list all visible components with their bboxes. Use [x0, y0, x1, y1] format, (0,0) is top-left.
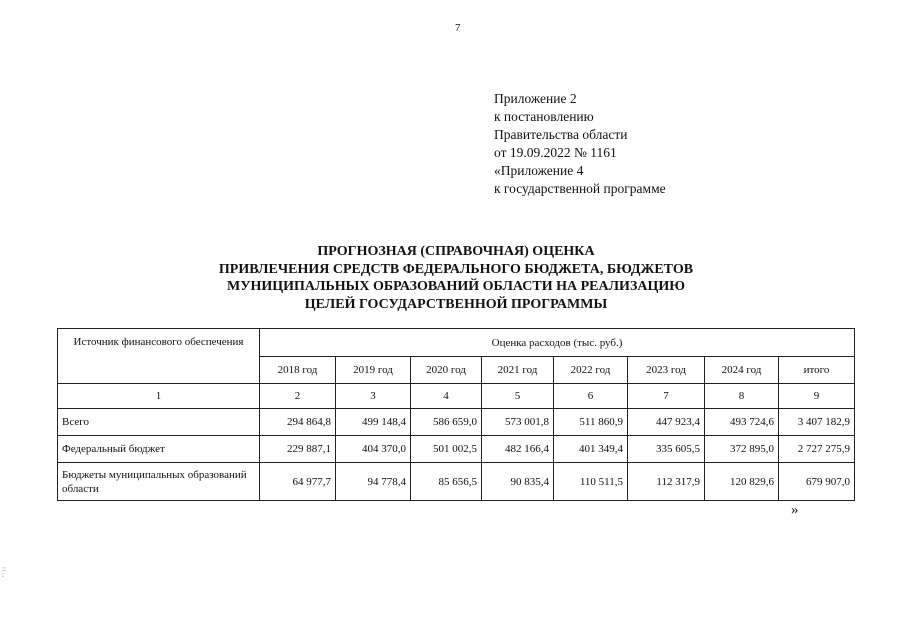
year-header: 2020 год: [411, 357, 482, 384]
column-number: 4: [411, 384, 482, 409]
title-line: ЦЕЛЕЙ ГОСУДАРСТВЕННОЙ ПРОГРАММЫ: [304, 296, 608, 312]
value-cell: 229 887,1: [260, 436, 336, 463]
column-number: 8: [705, 384, 779, 409]
value-cell: 85 656,5: [411, 463, 482, 501]
value-cell: 447 923,4: [628, 409, 705, 436]
appendix-line: Правительства области: [494, 127, 628, 142]
value-cell: 586 659,0: [411, 409, 482, 436]
column-number: 2: [260, 384, 336, 409]
value-cell: 401 349,4: [554, 436, 628, 463]
value-cell: 120 829,6: [705, 463, 779, 501]
value-cell: 372 895,0: [705, 436, 779, 463]
year-header: 2022 год: [554, 357, 628, 384]
column-number: 6: [554, 384, 628, 409]
value-cell: 501 002,5: [411, 436, 482, 463]
column-number-row: [58, 384, 855, 409]
year-header: 2024 год: [705, 357, 779, 384]
closing-quote: »: [791, 502, 799, 518]
value-cell: 335 605,5: [628, 436, 705, 463]
value-cell: 493 724,6: [705, 409, 779, 436]
appendix-line: к постановлению: [494, 109, 594, 124]
value-cell: 499 148,4: [336, 409, 411, 436]
value-cell: 573 001,8: [482, 409, 554, 436]
year-header: 2018 год: [260, 357, 336, 384]
expenses-group-header: Оценка расходов (тыс. руб.): [260, 329, 855, 357]
year-header: 2019 год: [336, 357, 411, 384]
appendix-block: [494, 90, 666, 198]
value-cell: 511 860,9: [554, 409, 628, 436]
total-header: итого: [779, 357, 855, 384]
year-header: 2021 год: [482, 357, 554, 384]
value-cell: 90 835,4: [482, 463, 554, 501]
appendix-line: от 19.09.2022 № 1161: [494, 145, 617, 160]
title-line: ПРОГНОЗНАЯ (СПРАВОЧНАЯ) ОЦЕНКА: [317, 244, 595, 259]
table-row-municipal: [58, 463, 855, 501]
value-cell: 112 317,9: [628, 463, 705, 501]
column-number: 1: [58, 384, 260, 409]
value-cell: 94 778,4: [336, 463, 411, 501]
source-cell: Федеральный бюджет: [58, 436, 260, 463]
column-number: 9: [779, 384, 855, 409]
source-header: Источник финансового обеспечения: [58, 329, 260, 384]
page-number: 7: [455, 22, 461, 34]
value-cell: 294 864,8: [260, 409, 336, 436]
value-cell: 482 166,4: [482, 436, 554, 463]
total-value-cell: 2 727 275,9: [779, 436, 855, 463]
appendix-line: «Приложение 4: [494, 163, 584, 178]
value-cell: 64 977,7: [260, 463, 336, 501]
document-title: [0, 243, 905, 313]
title-line: МУНИЦИПАЛЬНЫХ ОБРАЗОВАНИЙ ОБЛАСТИ НА РЕАЛИЗАЦИЮ: [226, 279, 685, 294]
year-header: 2023 год: [628, 357, 705, 384]
column-number: 7: [628, 384, 705, 409]
column-number: 5: [482, 384, 554, 409]
total-value-cell: 679 907,0: [779, 463, 855, 501]
total-value-cell: 3 407 182,9: [779, 409, 855, 436]
margin-scan-mark: :: :: [2, 565, 6, 579]
source-cell: Всего: [58, 409, 260, 436]
title-line: ПРИВЛЕЧЕНИЯ СРЕДСТВ ФЕДЕРАЛЬНОГО БЮДЖЕТА, БЮДЖЕТОВ: [218, 261, 694, 277]
table-row-total: [58, 409, 855, 436]
appendix-line: к государственной программе: [494, 181, 666, 196]
appendix-line: Приложение 2: [494, 91, 577, 106]
funding-table: [57, 328, 855, 501]
table-header-row: [58, 329, 855, 357]
value-cell: 404 370,0: [336, 436, 411, 463]
column-number: 3: [336, 384, 411, 409]
table-row-federal: [58, 436, 855, 463]
value-cell: 110 511,5: [554, 463, 628, 501]
source-cell: Бюджеты муниципальных образований области: [58, 463, 260, 501]
